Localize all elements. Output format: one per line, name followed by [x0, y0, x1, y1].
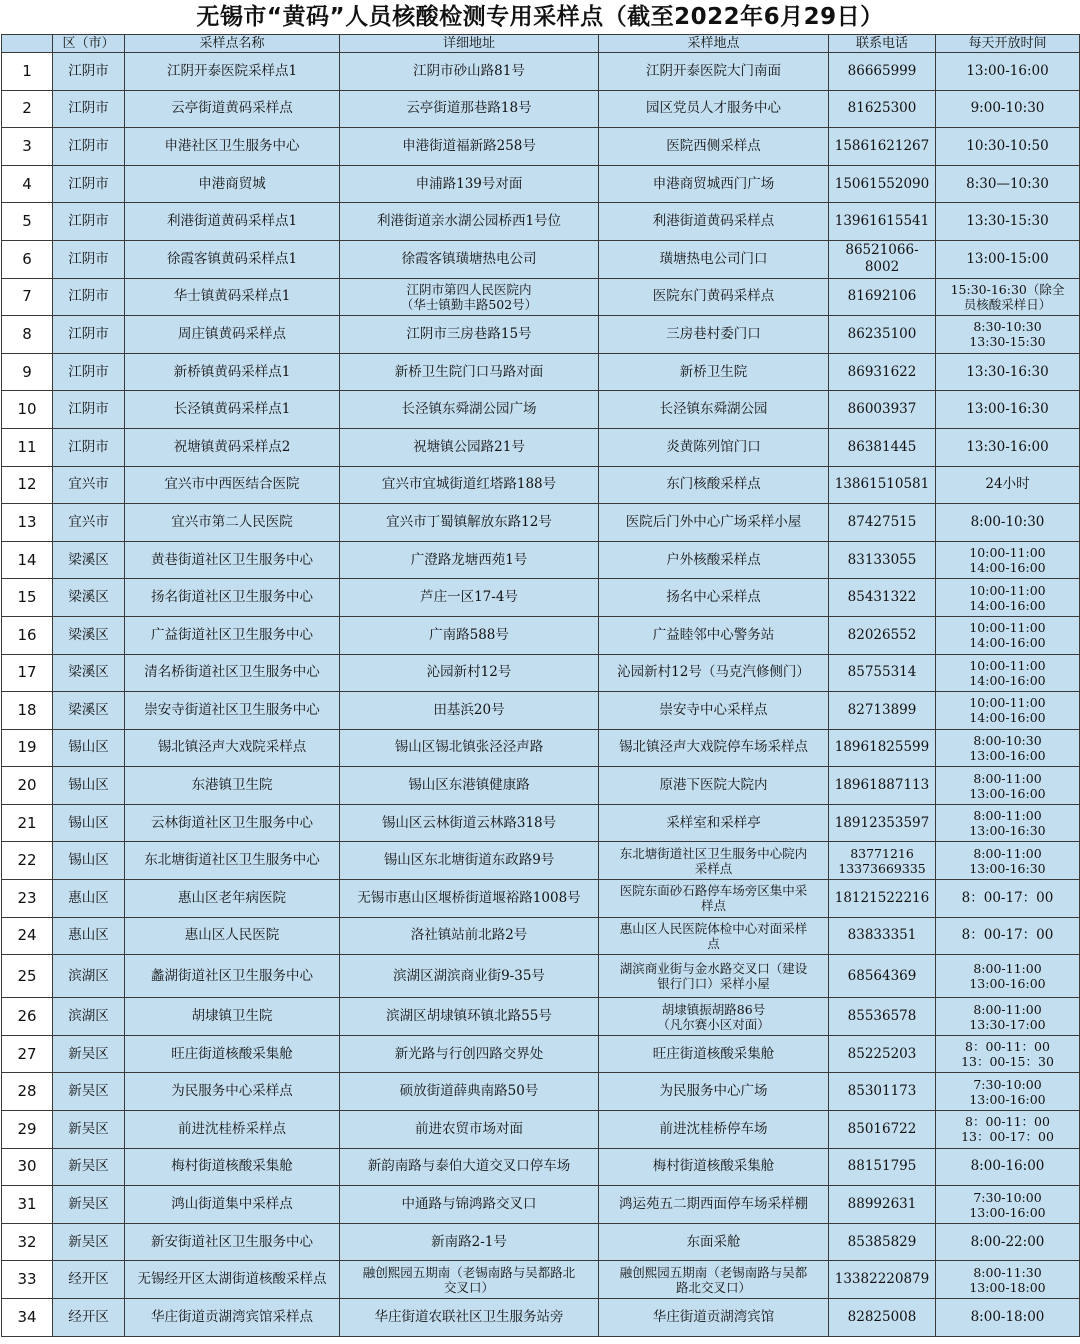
sampling-location: 惠山区人民医院体检中心对面采样 点	[599, 917, 829, 955]
site-name: 旺庄街道核酸采集舱	[125, 1035, 340, 1073]
row-index: 3	[2, 128, 53, 166]
address: 融创熙园五期南（老锡南路与吴都路北 交叉口）	[340, 1261, 599, 1299]
district: 惠山区	[53, 880, 125, 918]
phone: 85016722	[829, 1111, 936, 1149]
table-row	[2, 1299, 1080, 1337]
phone: 86003937	[829, 391, 936, 429]
phone: 13961615541	[829, 203, 936, 241]
site-name: 华庄街道贡湖湾宾馆采样点	[125, 1299, 340, 1337]
address: 滨湖区湖滨商业街9-35号	[340, 955, 599, 998]
address: 锡山区东北塘街道东政路9号	[340, 842, 599, 880]
open-hours: 10:00-11:00 14:00-16:00	[936, 579, 1080, 617]
table-row	[2, 955, 1080, 998]
phone: 18912353597	[829, 804, 936, 842]
table-row	[2, 128, 1080, 166]
row-index: 7	[2, 278, 53, 316]
row-index: 20	[2, 767, 53, 805]
row-index: 6	[2, 240, 53, 278]
header-phone: 联系电话	[829, 35, 936, 53]
row-index: 24	[2, 917, 53, 955]
phone: 83133055	[829, 541, 936, 579]
open-hours: 13:30-15:30	[936, 203, 1080, 241]
table-row	[2, 391, 1080, 429]
phone: 86381445	[829, 428, 936, 466]
row-index: 8	[2, 316, 53, 354]
table-row	[2, 804, 1080, 842]
sampling-location: 医院东门黄码采样点	[599, 278, 829, 316]
row-index: 22	[2, 842, 53, 880]
district: 江阴市	[53, 316, 125, 354]
row-index: 25	[2, 955, 53, 998]
open-hours: 8:00-16:00	[936, 1148, 1080, 1186]
table-row	[2, 90, 1080, 128]
site-name: 华士镇黄码采样点1	[125, 278, 340, 316]
phone: 85431322	[829, 579, 936, 617]
open-hours: 13:00-16:30	[936, 391, 1080, 429]
open-hours: 8：00-11：00 13：00-15：30	[936, 1035, 1080, 1073]
address: 沁园新村12号	[340, 654, 599, 692]
site-name: 新桥镇黄码采样点1	[125, 353, 340, 391]
sampling-location: 璜塘热电公司门口	[599, 240, 829, 278]
sampling-location: 采样室和采样亭	[599, 804, 829, 842]
district: 经开区	[53, 1299, 125, 1337]
row-index: 9	[2, 353, 53, 391]
table-row	[2, 203, 1080, 241]
phone: 18961887113	[829, 767, 936, 805]
district: 江阴市	[53, 353, 125, 391]
table-row	[2, 842, 1080, 880]
address: 云亭街道那巷路18号	[340, 90, 599, 128]
address: 滨湖区胡埭镇环镇北路55号	[340, 998, 599, 1036]
open-hours: 15:30-16:30（除全 员核酸采样日）	[936, 278, 1080, 316]
sampling-location: 户外核酸采样点	[599, 541, 829, 579]
address: 新光路与行创四路交界处	[340, 1035, 599, 1073]
table-row	[2, 729, 1080, 767]
table-row	[2, 504, 1080, 542]
open-hours: 10:00-11:00 14:00-16:00	[936, 654, 1080, 692]
address: 申港街道福新路258号	[340, 128, 599, 166]
row-index: 34	[2, 1299, 53, 1337]
open-hours: 8:00-11:00 13:00-16:00	[936, 955, 1080, 998]
open-hours: 8：00-17：00	[936, 880, 1080, 918]
open-hours: 8:00-11:30 13:00-18:00	[936, 1261, 1080, 1299]
district: 惠山区	[53, 917, 125, 955]
site-name: 周庄镇黄码采样点	[125, 316, 340, 354]
site-name: 江阴开泰医院采样点1	[125, 53, 340, 91]
open-hours: 8:30-10:30 13:30-15:30	[936, 316, 1080, 354]
site-name: 云亭街道黄码采样点	[125, 90, 340, 128]
site-name: 惠山区老年病医院	[125, 880, 340, 918]
sampling-location: 沁园新村12号（马克汽修侧门）	[599, 654, 829, 692]
site-name: 东港镇卫生院	[125, 767, 340, 805]
phone: 68564369	[829, 955, 936, 998]
phone: 86521066-8002	[829, 240, 936, 278]
phone: 88151795	[829, 1148, 936, 1186]
address: 田基浜20号	[340, 692, 599, 730]
address: 宜兴市丁蜀镇解放东路12号	[340, 504, 599, 542]
phone: 83833351	[829, 917, 936, 955]
site-name: 徐霞客镇黄码采样点1	[125, 240, 340, 278]
open-hours: 8:30—10:30	[936, 165, 1080, 203]
site-name: 梅村街道核酸采集舱	[125, 1148, 340, 1186]
phone: 82026552	[829, 616, 936, 654]
table-row	[2, 767, 1080, 805]
header-district: 区（市）	[53, 35, 125, 53]
header-address: 详细地址	[340, 35, 599, 53]
sampling-location: 医院后门外中心广场采样小屋	[599, 504, 829, 542]
sampling-location: 原港下医院大院内	[599, 767, 829, 805]
address: 江阴市砂山路81号	[340, 53, 599, 91]
site-name: 宜兴市第二人民医院	[125, 504, 340, 542]
phone: 83771216 13373669335	[829, 842, 936, 880]
open-hours: 8:00-11:00 13:00-16:00	[936, 767, 1080, 805]
district: 锡山区	[53, 767, 125, 805]
open-hours: 10:00-11:00 14:00-16:00	[936, 692, 1080, 730]
district: 宜兴市	[53, 466, 125, 504]
site-name: 无锡经开区太湖街道核酸采样点	[125, 1261, 340, 1299]
district: 锡山区	[53, 804, 125, 842]
district: 滨湖区	[53, 998, 125, 1036]
site-name: 利港街道黄码采样点1	[125, 203, 340, 241]
row-index: 21	[2, 804, 53, 842]
open-hours: 13:00-16:00	[936, 53, 1080, 91]
table-row	[2, 998, 1080, 1036]
site-name: 新安街道社区卫生服务中心	[125, 1223, 340, 1261]
address: 锡山区锡北镇张泾泾声路	[340, 729, 599, 767]
district: 江阴市	[53, 428, 125, 466]
row-index: 2	[2, 90, 53, 128]
open-hours: 13:30-16:00	[936, 428, 1080, 466]
site-name: 东北塘街道社区卫生服务中心	[125, 842, 340, 880]
table-row	[2, 579, 1080, 617]
address: 新桥卫生院门口马路对面	[340, 353, 599, 391]
row-index: 1	[2, 53, 53, 91]
table-row	[2, 917, 1080, 955]
table-row	[2, 1186, 1080, 1224]
row-index: 26	[2, 998, 53, 1036]
row-index: 33	[2, 1261, 53, 1299]
address: 洛社镇站前北路2号	[340, 917, 599, 955]
row-index: 12	[2, 466, 53, 504]
table-row	[2, 1035, 1080, 1073]
open-hours: 8:00-22:00	[936, 1223, 1080, 1261]
sampling-location: 利港街道黄码采样点	[599, 203, 829, 241]
row-index: 10	[2, 391, 53, 429]
address: 前进农贸市场对面	[340, 1111, 599, 1149]
sampling-location: 医院西侧采样点	[599, 128, 829, 166]
row-index: 14	[2, 541, 53, 579]
sampling-location: 炎黄陈列馆门口	[599, 428, 829, 466]
address: 锡山区云林街道云林路318号	[340, 804, 599, 842]
phone: 86665999	[829, 53, 936, 91]
district: 新吴区	[53, 1223, 125, 1261]
phone: 85225203	[829, 1035, 936, 1073]
sampling-location: 申港商贸城西门广场	[599, 165, 829, 203]
site-name: 鸿山街道集中采样点	[125, 1186, 340, 1224]
site-name: 祝塘镇黄码采样点2	[125, 428, 340, 466]
site-name: 长泾镇黄码采样点1	[125, 391, 340, 429]
address: 江阴市第四人民医院内 （华士镇勤丰路502号）	[340, 278, 599, 316]
open-hours: 24小时	[936, 466, 1080, 504]
site-name: 蠡湖街道社区卫生服务中心	[125, 955, 340, 998]
sampling-location: 华庄街道贡湖湾宾馆	[599, 1299, 829, 1337]
open-hours: 13:30-16:30	[936, 353, 1080, 391]
sampling-location: 湖滨商业街与金水路交叉口（建设 银行门口）采样小屋	[599, 955, 829, 998]
table-row	[2, 316, 1080, 354]
address: 芦庄一区17-4号	[340, 579, 599, 617]
sampling-location: 锡北镇泾声大戏院停车场采样点	[599, 729, 829, 767]
address: 新南路2-1号	[340, 1223, 599, 1261]
row-index: 16	[2, 616, 53, 654]
phone: 88992631	[829, 1186, 936, 1224]
open-hours: 8:00-10:30	[936, 504, 1080, 542]
table-row	[2, 616, 1080, 654]
site-name: 黄巷街道社区卫生服务中心	[125, 541, 340, 579]
site-name: 申港商贸城	[125, 165, 340, 203]
district: 新吴区	[53, 1073, 125, 1111]
district: 梁溪区	[53, 541, 125, 579]
open-hours: 8:00-11:00 13:30-17:00	[936, 998, 1080, 1036]
sampling-location: 崇安寺中心采样点	[599, 692, 829, 730]
site-name: 为民服务中心采样点	[125, 1073, 340, 1111]
table-row	[2, 692, 1080, 730]
sampling-location: 东门核酸采样点	[599, 466, 829, 504]
address: 宜兴市宜城街道红塔路188号	[340, 466, 599, 504]
table-row	[2, 1073, 1080, 1111]
table-row	[2, 466, 1080, 504]
site-name: 清名桥街道社区卫生服务中心	[125, 654, 340, 692]
row-index: 19	[2, 729, 53, 767]
district: 江阴市	[53, 391, 125, 429]
phone: 81692106	[829, 278, 936, 316]
phone: 87427515	[829, 504, 936, 542]
district: 江阴市	[53, 128, 125, 166]
row-index: 23	[2, 880, 53, 918]
sampling-location: 园区党员人才服务中心	[599, 90, 829, 128]
site-name: 惠山区人民医院	[125, 917, 340, 955]
district: 滨湖区	[53, 955, 125, 998]
table-row	[2, 353, 1080, 391]
table-body	[2, 53, 1080, 1337]
district: 江阴市	[53, 165, 125, 203]
row-index: 11	[2, 428, 53, 466]
phone: 18961825599	[829, 729, 936, 767]
table-row	[2, 1261, 1080, 1299]
open-hours: 13:00-15:00	[936, 240, 1080, 278]
district: 梁溪区	[53, 692, 125, 730]
sampling-location: 长泾镇东舜湖公园	[599, 391, 829, 429]
district: 新吴区	[53, 1186, 125, 1224]
row-index: 31	[2, 1186, 53, 1224]
address: 广澄路龙塘西苑1号	[340, 541, 599, 579]
open-hours: 8:00-10:30 13:00-16:00	[936, 729, 1080, 767]
open-hours: 7:30-10:00 13:00-16:00	[936, 1073, 1080, 1111]
address: 申浦路139号对面	[340, 165, 599, 203]
phone: 15861621267	[829, 128, 936, 166]
open-hours: 7:30-10:00 13:00-16:00	[936, 1186, 1080, 1224]
sampling-location: 为民服务中心广场	[599, 1073, 829, 1111]
row-index: 4	[2, 165, 53, 203]
site-name: 广益街道社区卫生服务中心	[125, 616, 340, 654]
phone: 86235100	[829, 316, 936, 354]
row-index: 27	[2, 1035, 53, 1073]
address: 徐霞客镇璜塘热电公司	[340, 240, 599, 278]
site-name: 崇安寺街道社区卫生服务中心	[125, 692, 340, 730]
open-hours: 8:00-11:00 13:00-16:30	[936, 804, 1080, 842]
table-header-row	[2, 35, 1080, 53]
header-location: 采样地点	[599, 35, 829, 53]
address: 锡山区东港镇健康路	[340, 767, 599, 805]
district: 梁溪区	[53, 616, 125, 654]
row-index: 15	[2, 579, 53, 617]
sampling-location: 东面采舱	[599, 1223, 829, 1261]
row-index: 30	[2, 1148, 53, 1186]
address: 新韵南路与泰伯大道交叉口停车场	[340, 1148, 599, 1186]
sampling-location: 鸿运苑五二期西面停车场采样棚	[599, 1186, 829, 1224]
address: 利港街道亲水湖公园桥西1号位	[340, 203, 599, 241]
open-hours: 8:00-11:00 13:00-16:30	[936, 842, 1080, 880]
table-row	[2, 428, 1080, 466]
row-index: 5	[2, 203, 53, 241]
open-hours: 8：00-17：00	[936, 917, 1080, 955]
district: 锡山区	[53, 729, 125, 767]
sampling-location: 梅村街道核酸采集舱	[599, 1148, 829, 1186]
phone: 82713899	[829, 692, 936, 730]
district: 经开区	[53, 1261, 125, 1299]
table-row	[2, 1223, 1080, 1261]
site-name: 宜兴市中西医结合医院	[125, 466, 340, 504]
table-row	[2, 278, 1080, 316]
district: 江阴市	[53, 90, 125, 128]
table-row	[2, 1148, 1080, 1186]
site-name: 前进沈桂桥采样点	[125, 1111, 340, 1149]
phone: 82825008	[829, 1299, 936, 1337]
table-row	[2, 880, 1080, 918]
phone: 13861510581	[829, 466, 936, 504]
site-name: 云林街道社区卫生服务中心	[125, 804, 340, 842]
table-row	[2, 654, 1080, 692]
table-row	[2, 53, 1080, 91]
sampling-sites-table	[1, 34, 1080, 1337]
row-index: 32	[2, 1223, 53, 1261]
sampling-location: 旺庄街道核酸采集舱	[599, 1035, 829, 1073]
address: 江阴市三房巷路15号	[340, 316, 599, 354]
table-row	[2, 541, 1080, 579]
table-row	[2, 240, 1080, 278]
open-hours: 8:00-18:00	[936, 1299, 1080, 1337]
site-name: 申港社区卫生服务中心	[125, 128, 340, 166]
sampling-location: 前进沈桂桥停车场	[599, 1111, 829, 1149]
address: 华庄街道农联社区卫生服务站旁	[340, 1299, 599, 1337]
sampling-location: 广益睦邻中心警务站	[599, 616, 829, 654]
sampling-location: 新桥卫生院	[599, 353, 829, 391]
page-title: 无锡市“黄码”人员核酸检测专用采样点（截至2022年6月29日）	[196, 4, 884, 30]
sampling-location: 融创熙园五期南（老锡南路与吴都 路北交叉口）	[599, 1261, 829, 1299]
address: 长泾镇东舜湖公园广场	[340, 391, 599, 429]
address: 广南路588号	[340, 616, 599, 654]
phone: 13382220879	[829, 1261, 936, 1299]
address: 祝塘镇公园路21号	[340, 428, 599, 466]
sampling-location: 扬名中心采样点	[599, 579, 829, 617]
table-row	[2, 1111, 1080, 1149]
row-index: 28	[2, 1073, 53, 1111]
district: 新吴区	[53, 1111, 125, 1149]
district: 江阴市	[53, 203, 125, 241]
phone: 15061552090	[829, 165, 936, 203]
address: 硕放街道薛典南路50号	[340, 1073, 599, 1111]
open-hours: 10:30-10:50	[936, 128, 1080, 166]
district: 江阴市	[53, 53, 125, 91]
phone: 86931622	[829, 353, 936, 391]
sampling-location: 医院东面砂石路停车场旁区集中采 样点	[599, 880, 829, 918]
open-hours: 10:00-11:00 14:00-16:00	[936, 541, 1080, 579]
header-index	[2, 35, 53, 53]
district: 江阴市	[53, 278, 125, 316]
site-name: 扬名街道社区卫生服务中心	[125, 579, 340, 617]
phone: 85301173	[829, 1073, 936, 1111]
district: 新吴区	[53, 1035, 125, 1073]
district: 宜兴市	[53, 504, 125, 542]
district: 江阴市	[53, 240, 125, 278]
sampling-location: 东北塘街道社区卫生服务中心院内 采样点	[599, 842, 829, 880]
sampling-location: 三房巷村委门口	[599, 316, 829, 354]
table-row	[2, 165, 1080, 203]
open-hours: 8：00-11：00 13：00-17：00	[936, 1111, 1080, 1149]
phone: 18121522216	[829, 880, 936, 918]
sampling-location: 胡埭镇振胡路86号 （凡尔赛小区对面）	[599, 998, 829, 1036]
phone: 85385829	[829, 1223, 936, 1261]
phone: 85536578	[829, 998, 936, 1036]
phone: 81625300	[829, 90, 936, 128]
header-hours: 每天开放时间	[936, 35, 1080, 53]
phone: 85755314	[829, 654, 936, 692]
district: 新吴区	[53, 1148, 125, 1186]
row-index: 18	[2, 692, 53, 730]
row-index: 13	[2, 504, 53, 542]
district: 梁溪区	[53, 654, 125, 692]
sampling-location: 江阴开泰医院大门南面	[599, 53, 829, 91]
row-index: 17	[2, 654, 53, 692]
open-hours: 9:00-10:30	[936, 90, 1080, 128]
address: 无锡市惠山区堰桥街道堰裕路1008号	[340, 880, 599, 918]
header-site-name: 采样点名称	[125, 35, 340, 53]
site-name: 胡埭镇卫生院	[125, 998, 340, 1036]
row-index: 29	[2, 1111, 53, 1149]
address: 中通路与锦鸿路交叉口	[340, 1186, 599, 1224]
district: 梁溪区	[53, 579, 125, 617]
site-name: 锡北镇泾声大戏院采样点	[125, 729, 340, 767]
open-hours: 10:00-11:00 14:00-16:00	[936, 616, 1080, 654]
district: 锡山区	[53, 842, 125, 880]
